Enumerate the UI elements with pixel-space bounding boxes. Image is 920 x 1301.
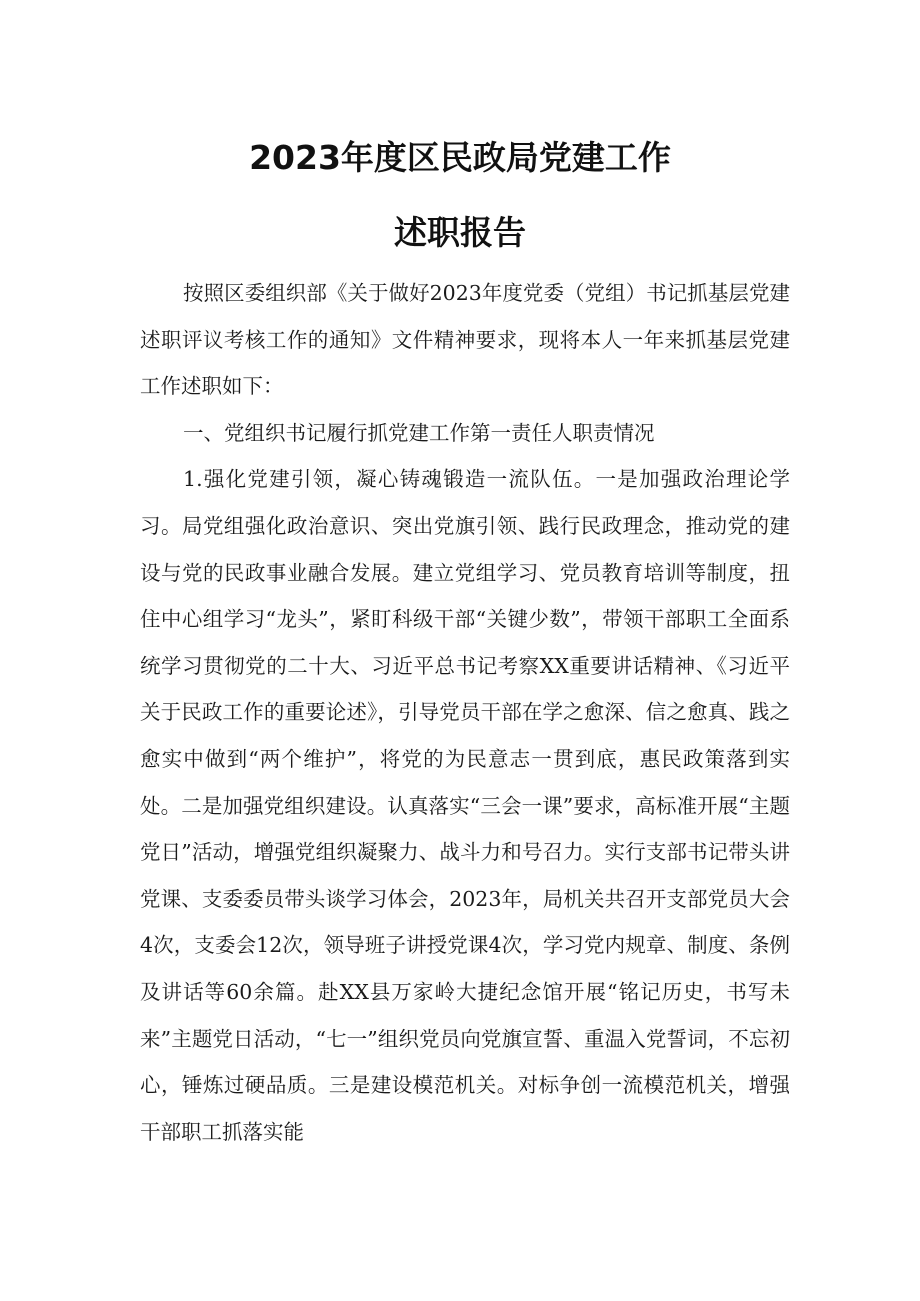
document-body (140, 270, 790, 1155)
document-title-line-1: 2023年度区民政局党建工作 (249, 138, 671, 177)
body-paragraph-1: 1.强化党建引领，凝心铸魂锻造一流队伍。一是加强政治理论学习。局党组强化政治意识、突出党旗引领、践行民政理念，推动党的建设与党的民政事业融合发展。建立党组学习、党员教育培训等制度，扭住中心组学习“龙头”，紧盯科级干部“关键少数”，带领干部职工全面系统学习贯彻党的二十大、习近平总书记考察XX重要讲话精神、《习近平关于民政工作的重要论述》，引导党员干部在学之愈深、信之愈真、践之愈实中做到“两个维护”，将党的为民意志一贯到底，惠民政策落到实处。二是加强党组织建设。认真落实“三会一课”要求，高标准开展“主题党日”活动，增强党组织凝聚力、战斗力和号召力。实行支部书记带头讲党课、支委委员带头谈学习体会，2023年，局机关共召开支部党员大会4次，支委会12次，领导班子讲授党课4次，学习党内规章、制度、条例及讲话等60余篇。赴XX县万家岭大捷纪念馆开展“铭记历史，书写未来”主题党日活动，“七一”组织党员向党旗宣誓、重温入党誓词，不忘初心，锤炼过硬品质。三是建设模范机关。对标争创一流模范机关，增强干部职工抓落实能 (140, 467, 790, 1144)
document-title-line-2: 述职报告 (394, 213, 526, 252)
intro-paragraph: 按照区委组织部《关于做好2023年度党委（党组）书记抓基层党建述职评议考核工作的通知》文件精神要求，现将本人一年来抓基层党建工作述职如下： (140, 281, 790, 399)
section-1-heading: 一、党组织书记履行抓党建工作第一责任人职责情况 (183, 420, 655, 445)
